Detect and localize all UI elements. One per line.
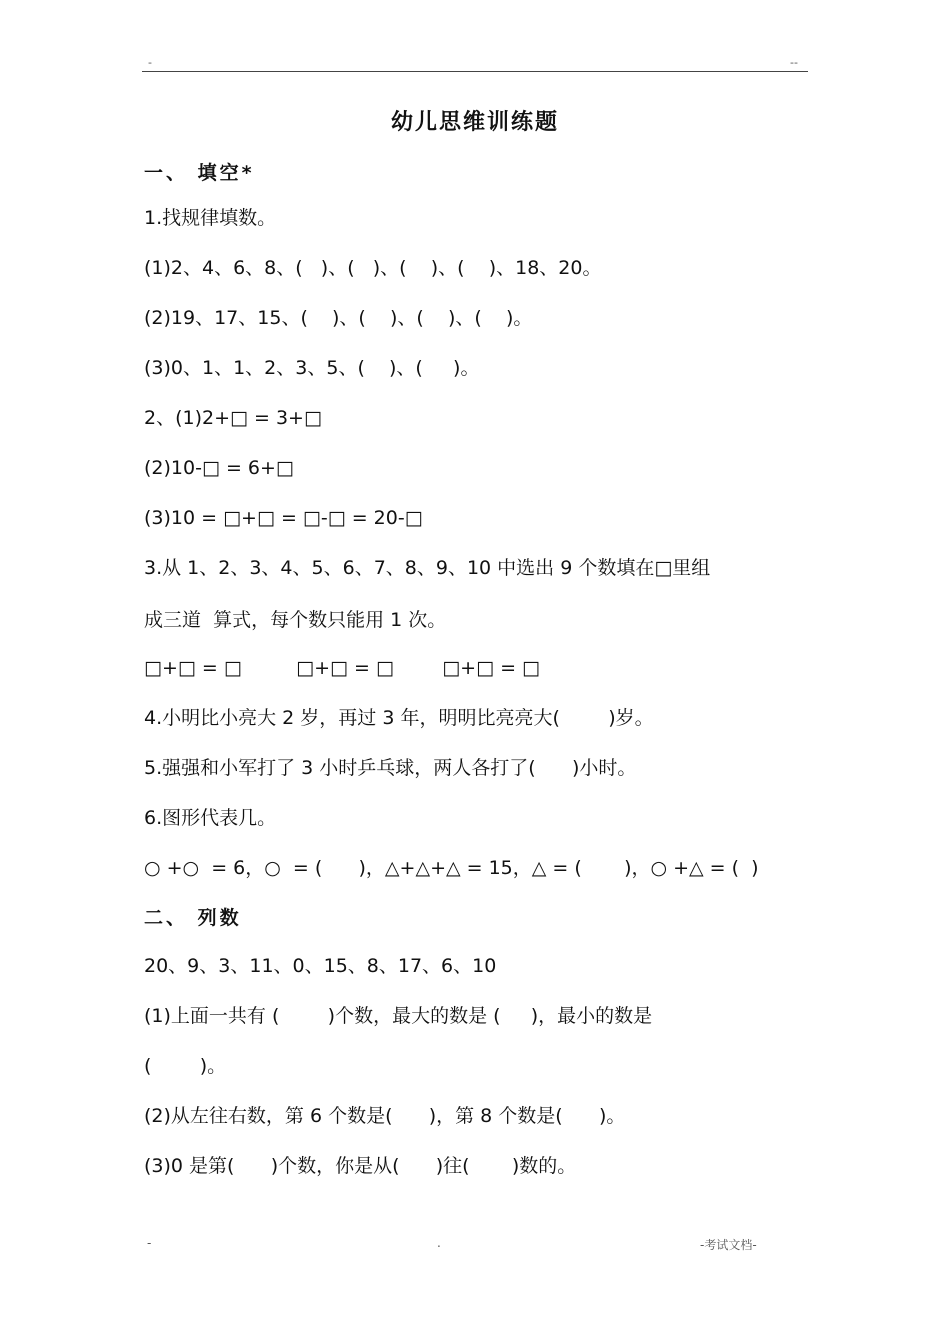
- q1-item-2: (2)19、17、15、( )、( )、( )、( )。: [144, 307, 533, 329]
- header-right-mark: --: [790, 56, 798, 69]
- q6-shapes-line: ○ +○ = 6，○ = ( )，△+△+△ = 15，△ = ( )，○ +△ = ( ): [144, 857, 759, 879]
- q1-item-3: (3)0、1、1、2、3、5、( )、( )。: [144, 357, 480, 379]
- q3-line-2: 成三道 算式，每个数只能用 1 次。: [144, 609, 447, 631]
- header-left-mark: -: [148, 56, 152, 69]
- q4-text: 4.小明比小亮大 2 岁，再过 3 年，明明比亮亮大( )岁。: [144, 707, 654, 729]
- q2-item-1: 2、(1)2+□ = 3+□: [144, 407, 322, 429]
- header-rule: [142, 71, 808, 72]
- q2-item-3: (3)10 = □+□ = □-□ = 20-□: [144, 507, 423, 529]
- section1-heading: 一、 填空*: [144, 162, 255, 184]
- s2-item-3: (3)0 是第( )个数，你是从( )往( )数的。: [144, 1155, 577, 1177]
- q5-text: 5.强强和小军打了 3 小时乒乓球，两人各打了( )小时。: [144, 757, 637, 779]
- s2-item-1-cont: ( )。: [144, 1055, 227, 1077]
- q3-equations: □+□ = □ □+□ = □ □+□ = □: [144, 657, 540, 679]
- q1-item-1: (1)2、4、6、8、( )、( )、( )、( )、18、20。: [144, 257, 602, 279]
- footer-left-mark: -: [147, 1236, 152, 1250]
- section2-heading: 二、 列数: [144, 907, 242, 929]
- q6-stem: 6.图形代表几。: [144, 807, 277, 829]
- number-list: 20、9、3、11、0、15、8、17、6、10: [144, 955, 497, 977]
- footer-center-mark: .: [437, 1236, 441, 1250]
- footer-label: -考试文档-: [700, 1238, 757, 1252]
- page-title: 幼儿思维训练题: [390, 110, 559, 135]
- s2-item-2: (2)从左往右数，第 6 个数是( )，第 8 个数是( )。: [144, 1105, 626, 1127]
- q2-item-2: (2)10-□ = 6+□: [144, 457, 294, 479]
- q3-line-1: 3.从 1、2、3、4、5、6、7、8、9、10 中选出 9 个数填在□里组: [144, 557, 711, 579]
- q1-stem: 1.找规律填数。: [144, 207, 277, 229]
- s2-item-1: (1)上面一共有 ( )个数，最大的数是 ( )，最小的数是: [144, 1005, 653, 1027]
